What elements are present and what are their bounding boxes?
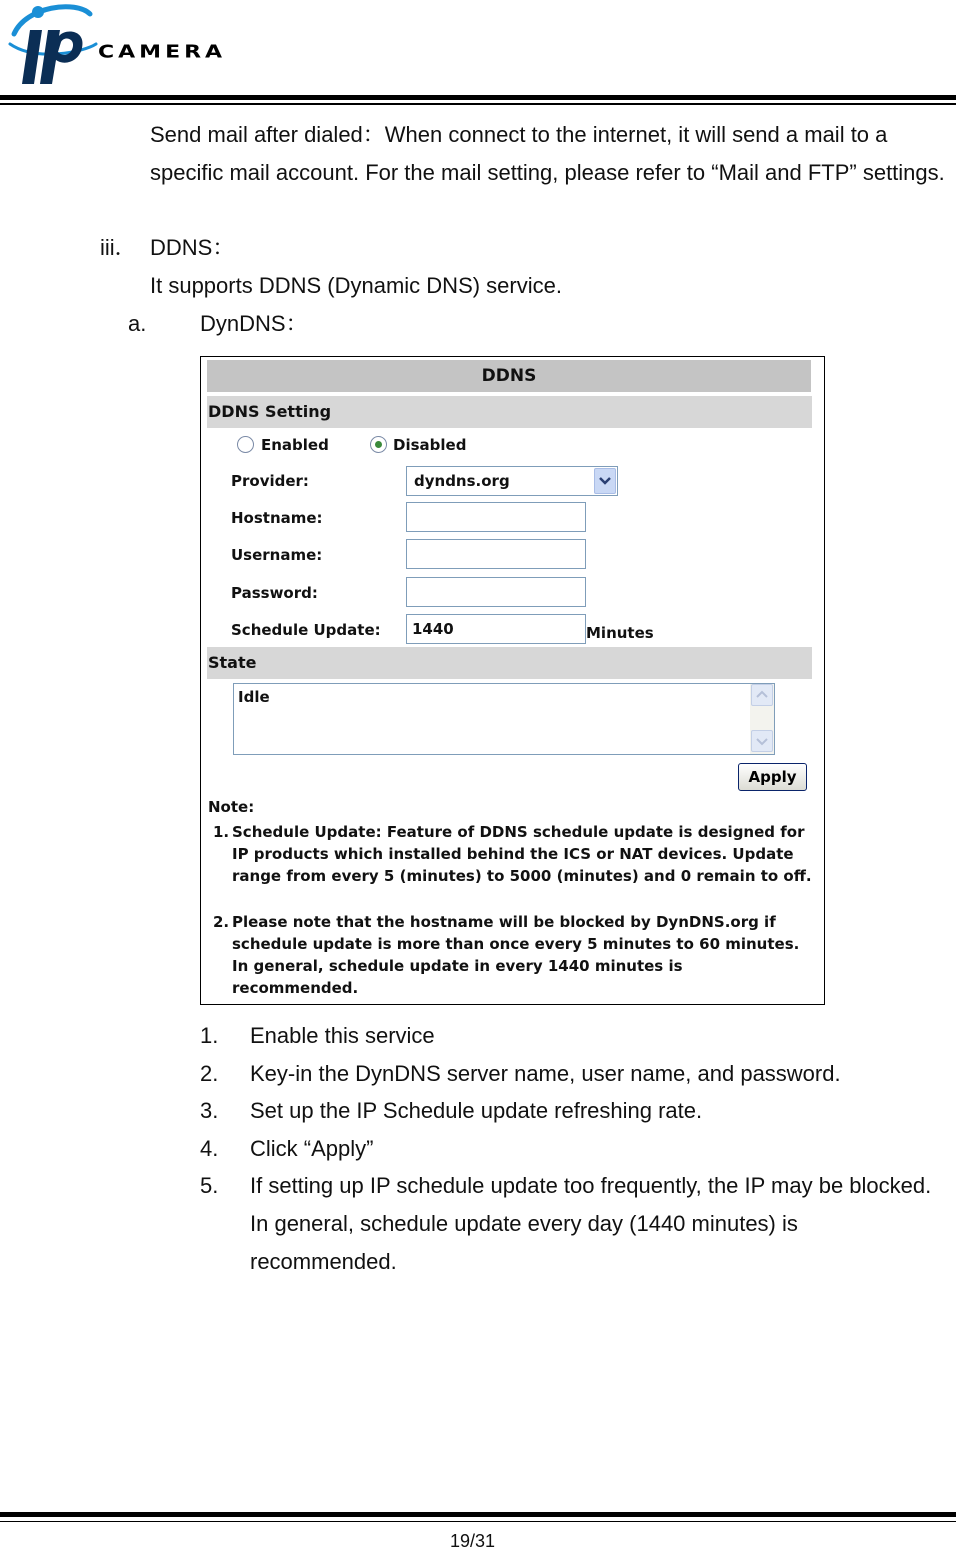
note-header: Note: [208, 798, 255, 816]
ddns-figure [200, 356, 825, 1005]
scroll-down-icon[interactable] [751, 730, 773, 752]
step-number: 2. [200, 1061, 219, 1086]
item-a-marker: a. [128, 311, 147, 336]
item-a-label: DynDNS： [200, 311, 308, 336]
enabled-radio[interactable] [237, 436, 254, 453]
hostname-label: Hostname: [231, 509, 323, 527]
step-text: Key-in the DynDNS server name, user name, and password. [250, 1061, 841, 1086]
ip-camera-logo [6, 0, 276, 92]
ddns-description: It supports DDNS (Dynamic DNS) service. [150, 273, 562, 298]
footer-rule-thick [0, 1512, 956, 1517]
state-textarea[interactable] [233, 683, 775, 755]
step-number: 3. [200, 1098, 219, 1123]
username-label: Username: [231, 546, 323, 564]
item-iii-marker: iii． [100, 235, 137, 260]
logo-wordmark: CAMERA [98, 42, 227, 63]
step-text: Set up the IP Schedule update refreshing rate. [250, 1098, 703, 1123]
note-text: Schedule Update: Feature of DDNS schedule update is designed for IP products which installed behind the ICS or NAT devices. Update range from every 5 (minutes) to 5000 (minutes) and 0 remain to off. [232, 823, 812, 885]
page-number: 19/31 [449, 1531, 496, 1551]
provider-select[interactable] [406, 466, 618, 496]
ddns-setting-header: DDNS Setting [207, 396, 812, 428]
disabled-radio[interactable] [370, 436, 387, 453]
note-number: 1. [213, 823, 230, 841]
chevron-down-icon[interactable] [594, 468, 616, 494]
ip-logo-icon [6, 0, 98, 92]
enabled-radio-label: Enabled [261, 436, 329, 454]
scroll-up-icon[interactable] [751, 684, 773, 706]
header-rule-thin [0, 103, 956, 105]
note-number: 2. [213, 913, 230, 931]
state-scrollbar[interactable] [750, 684, 774, 754]
note-text: Please note that the hostname will be blocked by DynDNS.org if schedule update is more than once every 5 minutes to 60 minutes. In general, schedule update in every 1440 minutes is recommended. [232, 913, 800, 997]
username-input[interactable] [406, 539, 586, 569]
step-number: 5. [200, 1173, 219, 1198]
apply-button[interactable]: Apply [738, 763, 807, 791]
step-number: 1. [200, 1023, 219, 1048]
ddns-title: DDNS [207, 360, 811, 392]
step-text: Enable this service [250, 1023, 435, 1048]
schedule-update-label: Schedule Update: [231, 621, 381, 639]
schedule-update-input[interactable]: 1440 [406, 614, 586, 644]
disabled-radio-label: Disabled [393, 436, 467, 454]
header-rule-thick [0, 95, 956, 100]
state-header: State [207, 647, 812, 679]
item-iii-label: DDNS： [150, 235, 235, 260]
step-text: Click “Apply” [250, 1136, 374, 1161]
send-mail-paragraph: Send mail after dialed：When connect to the internet, it will send a mail to a specific mail account. For the mail setting, please refer to “Mail and FTP” settings. [150, 122, 945, 185]
hostname-input[interactable] [406, 502, 586, 532]
state-value: Idle [238, 688, 270, 706]
schedule-units: Minutes [586, 624, 654, 642]
provider-label: Provider: [231, 472, 309, 490]
password-input[interactable] [406, 577, 586, 607]
password-label: Password: [231, 584, 318, 602]
footer-rule-thin [0, 1521, 956, 1522]
step-number: 4. [200, 1136, 219, 1161]
step-text: If setting up IP schedule update too frequently, the IP may be blocked. In general, schedule update every day (1440 minutes) is recommended. [250, 1173, 932, 1274]
provider-select-value: dyndns.org [414, 472, 510, 490]
